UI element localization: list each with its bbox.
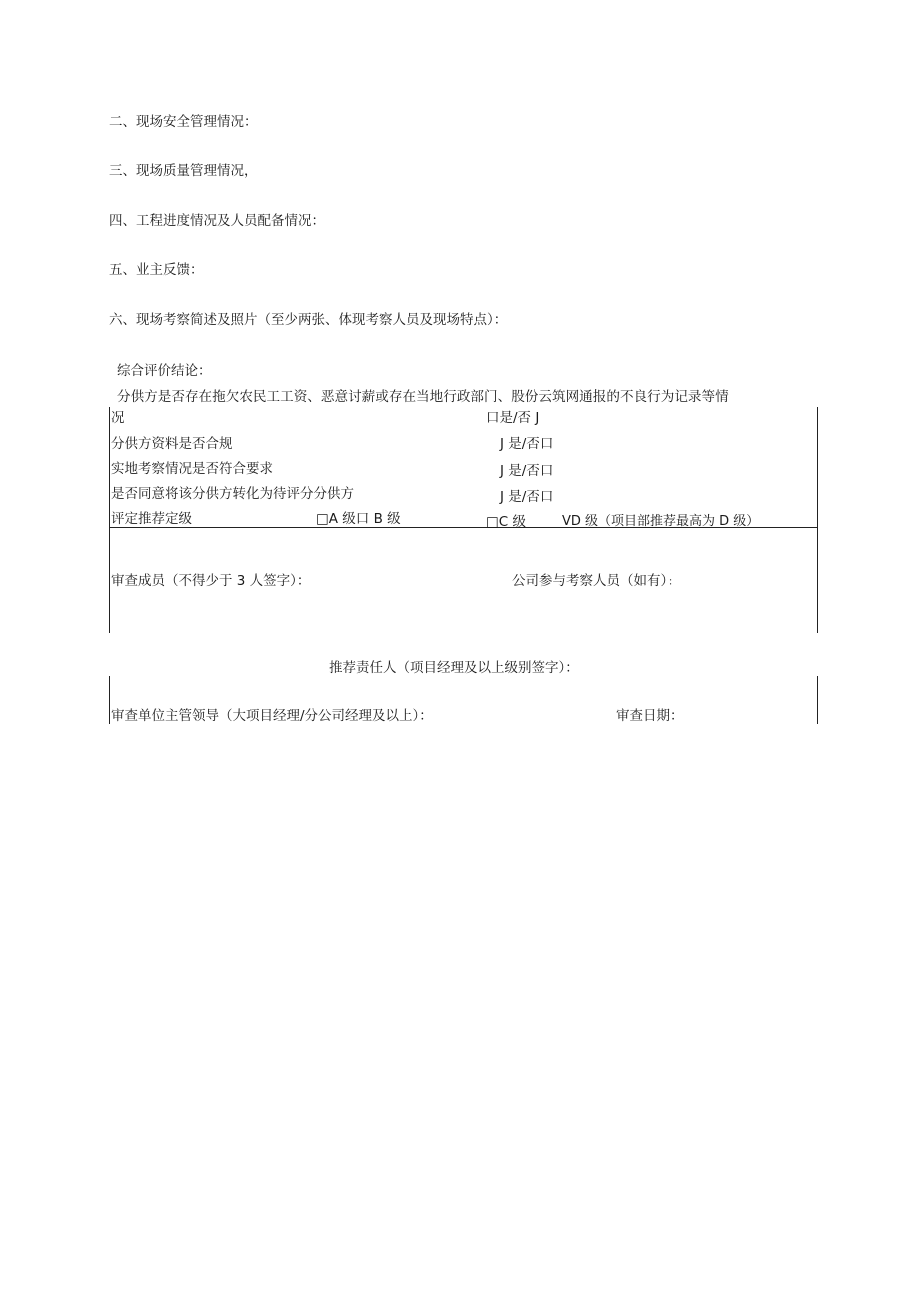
table-left-border: [109, 407, 110, 633]
rating-label: 评定推荐定级: [111, 511, 192, 527]
company-participants-label: 公司参与考察人员（如有）: [512, 573, 668, 589]
rating-option-d[interactable]: VD 级（项目部推荐最高为 D 级）: [562, 514, 760, 529]
answer-site-inspection[interactable]: J 是/否口: [500, 463, 554, 479]
answer-convert[interactable]: J 是/否口: [500, 489, 554, 505]
section-safety: 二、现场安全管理情况：: [109, 114, 258, 130]
section-progress: 四、工程进度情况及人员配备情况：: [109, 213, 325, 229]
table-right-border: [817, 407, 818, 633]
rating-option-a-b[interactable]: □A 级口 B 级: [316, 511, 401, 527]
recommender-signature: 推荐责任人（项目经理及以上级别签字）：: [329, 660, 579, 676]
question-wage-arrears: 分供方是否存在拖欠农民工工资、恶意讨薪或存在当地行政部门、股份云筑网通报的不良行为记录等情: [117, 389, 729, 405]
answer-wage-arrears[interactable]: 口是/否 J: [486, 410, 540, 426]
question-documents: 分供方资料是否合规: [111, 436, 233, 452]
review-date: 审查日期：: [616, 708, 684, 724]
review-members-signature: 审查成员（不得少于 3 人签字）：: [111, 573, 311, 589]
question-convert: 是否同意将该分供方转化为待评分分供方: [111, 486, 354, 502]
section-owner-feedback: 五、业主反馈：: [109, 262, 204, 278]
company-participants-mark: ：: [668, 577, 679, 588]
lower-right-border: [817, 676, 818, 724]
question-site-inspection: 实地考察情况是否符合要求: [111, 461, 273, 477]
section-quality: 三、现场质量管理情况，: [109, 163, 258, 179]
lower-left-border: [109, 676, 110, 724]
answer-documents[interactable]: J 是/否口: [500, 436, 554, 452]
unit-leader-signature: 审查单位主管领导（大项目经理/分公司经理及以上）：: [111, 708, 433, 724]
question-wage-arrears-cont: 况: [111, 410, 125, 426]
conclusion-title: 综合评价结论：: [117, 363, 212, 379]
rating-option-c[interactable]: □C 级: [486, 514, 526, 530]
company-participants-signature: [512, 573, 678, 591]
section-site-inspection: 六、现场考察简述及照片（至少两张、体现考察人员及现场特点）：: [109, 312, 508, 328]
